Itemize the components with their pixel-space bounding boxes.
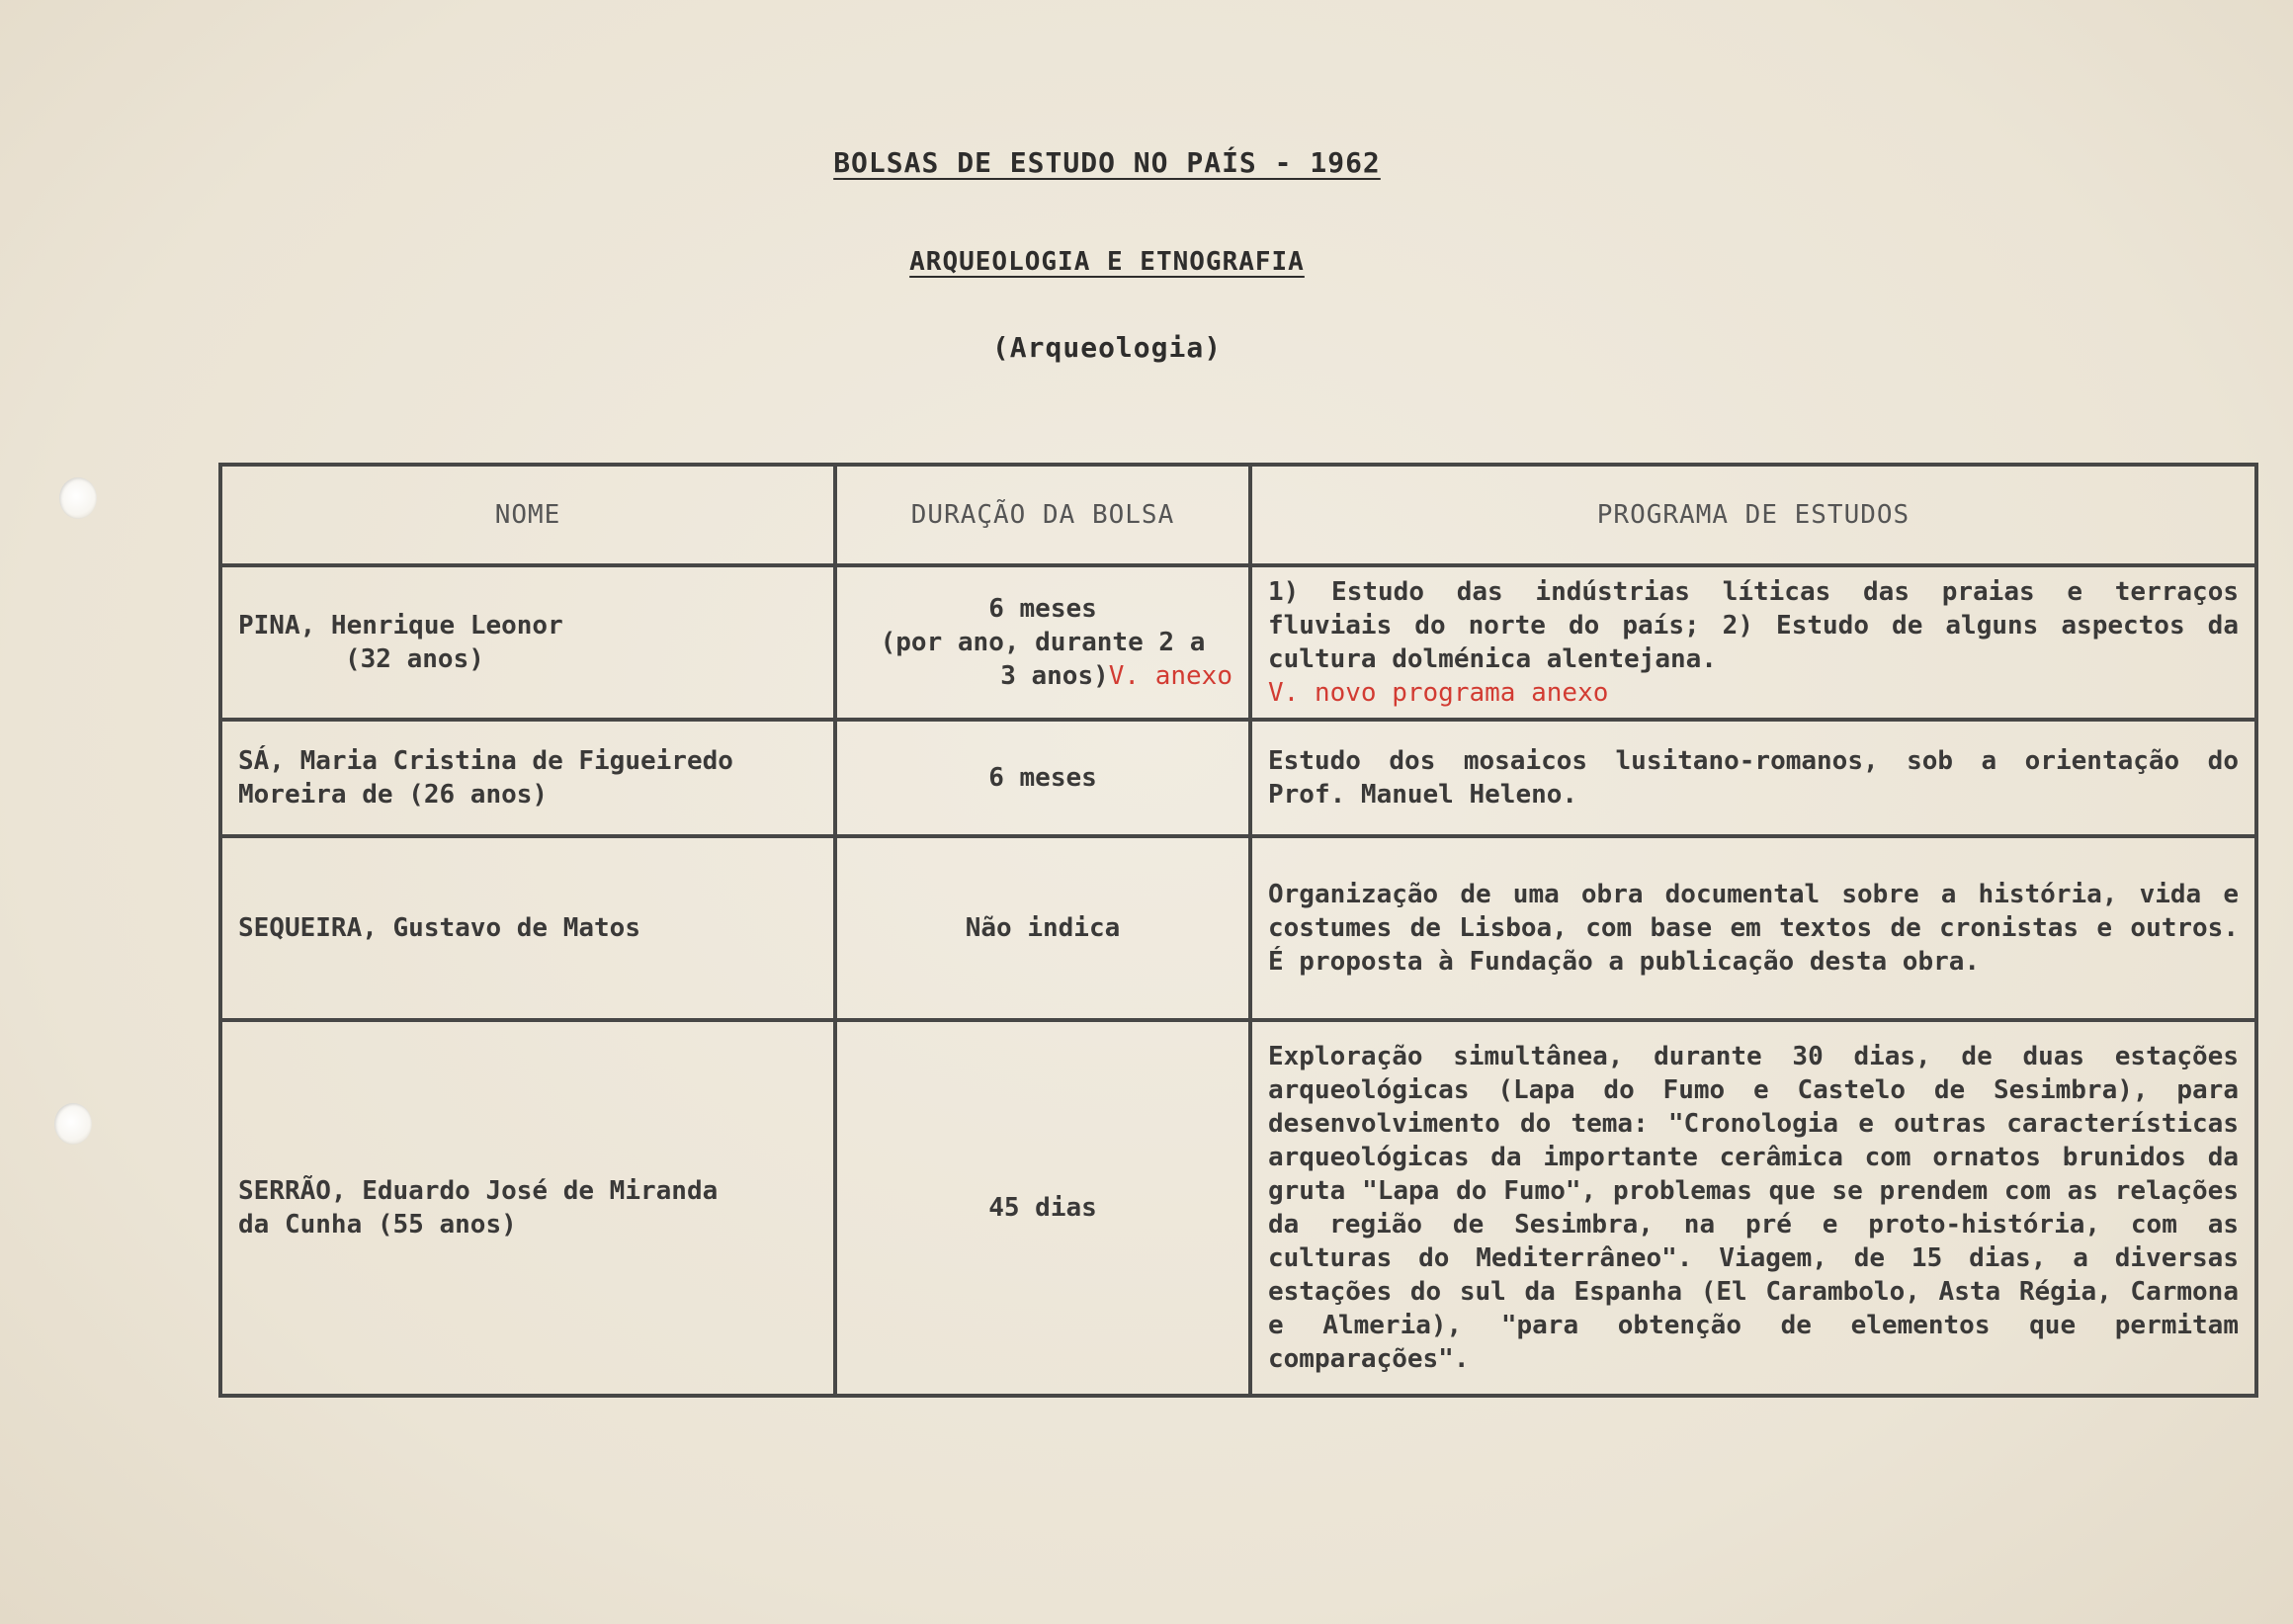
section-label: (Arqueologia)	[991, 331, 1223, 364]
name-cell	[220, 1020, 835, 1396]
header-name: NOME	[220, 465, 835, 565]
duration-text: 3 anos)	[1000, 661, 1109, 691]
table-row	[220, 836, 2256, 1020]
duration-text: (por ano, durante 2 a	[880, 628, 1206, 657]
program-cell: Exploração simultânea, durante 30 dias, de duas estações arqueológicas (Lapa do Fumo e Castelo de Sesimbra), para desenvolvimento do tema: "Cronologia e outras características arqueológicas da importante cerâmica com ornatos brunidos da gruta "Lapa do Fumo", problemas que se prendem com as relações da região de Sesimbra, na pré e proto-história, com as culturas do Mediterrâneo". Viagem, de 15 dias, a diversas estações do sul da Espanha (El Carambolo, Asta Régia, Carmona e Almeria), "para obtenção de elementos que permitam comparações".	[1250, 1020, 2256, 1396]
program-cell: Organização de uma obra documental sobre a história, vida e costumes de Lisboa, com base em textos de cronistas e outros. É proposta à Fundação a publicação desta obra.	[1250, 836, 2256, 1020]
table-row	[220, 720, 2256, 836]
annotation-note: V. novo programa anexo	[1268, 678, 1609, 708]
name-text: da Cunha (55 anos)	[238, 1210, 517, 1239]
document-title: BOLSAS DE ESTUDO NO PAÍS - 1962	[833, 146, 1381, 179]
scholarship-table	[218, 463, 2258, 1398]
name-cell	[220, 720, 835, 836]
name-text: SÁ, Maria Cristina de Figueiredo	[238, 746, 733, 776]
table-row	[220, 1020, 2256, 1396]
table-header-row	[220, 465, 2256, 565]
program-text: 1) Estudo das indústrias líticas das praias e terraços fluviais do norte do país; 2) Estudo de alguns aspectos da cultura dolménica alentejana.	[1268, 577, 2239, 674]
name-text: SERRÃO, Eduardo José de Miranda	[238, 1176, 719, 1206]
name-cell	[220, 565, 835, 720]
program-cell	[1250, 565, 2256, 720]
punch-hole	[54, 1103, 92, 1145]
duration-cell: 45 dias	[835, 1020, 1250, 1396]
duration-cell: Não indica	[835, 836, 1250, 1020]
duration-cell: 6 meses	[835, 720, 1250, 836]
punch-hole	[59, 477, 97, 519]
annotation-note: V. anexo	[1108, 661, 1232, 691]
name-cell: SEQUEIRA, Gustavo de Matos	[220, 836, 835, 1020]
header-duration: DURAÇÃO DA BOLSA	[835, 465, 1250, 565]
table-row	[220, 565, 2256, 720]
name-text: Moreira de (26 anos)	[238, 780, 549, 810]
header-program: PROGRAMA DE ESTUDOS	[1250, 465, 2256, 565]
program-cell: Estudo dos mosaicos lusitano-romanos, sob a orientação do Prof. Manuel Heleno.	[1250, 720, 2256, 836]
duration-cell	[835, 565, 1250, 720]
age-text: (32 anos)	[345, 644, 484, 674]
document-subtitle: ARQUEOLOGIA E ETNOGRAFIA	[909, 247, 1305, 277]
name-text: PINA, Henrique Leonor	[238, 611, 563, 641]
duration-text: 6 meses	[988, 594, 1097, 624]
